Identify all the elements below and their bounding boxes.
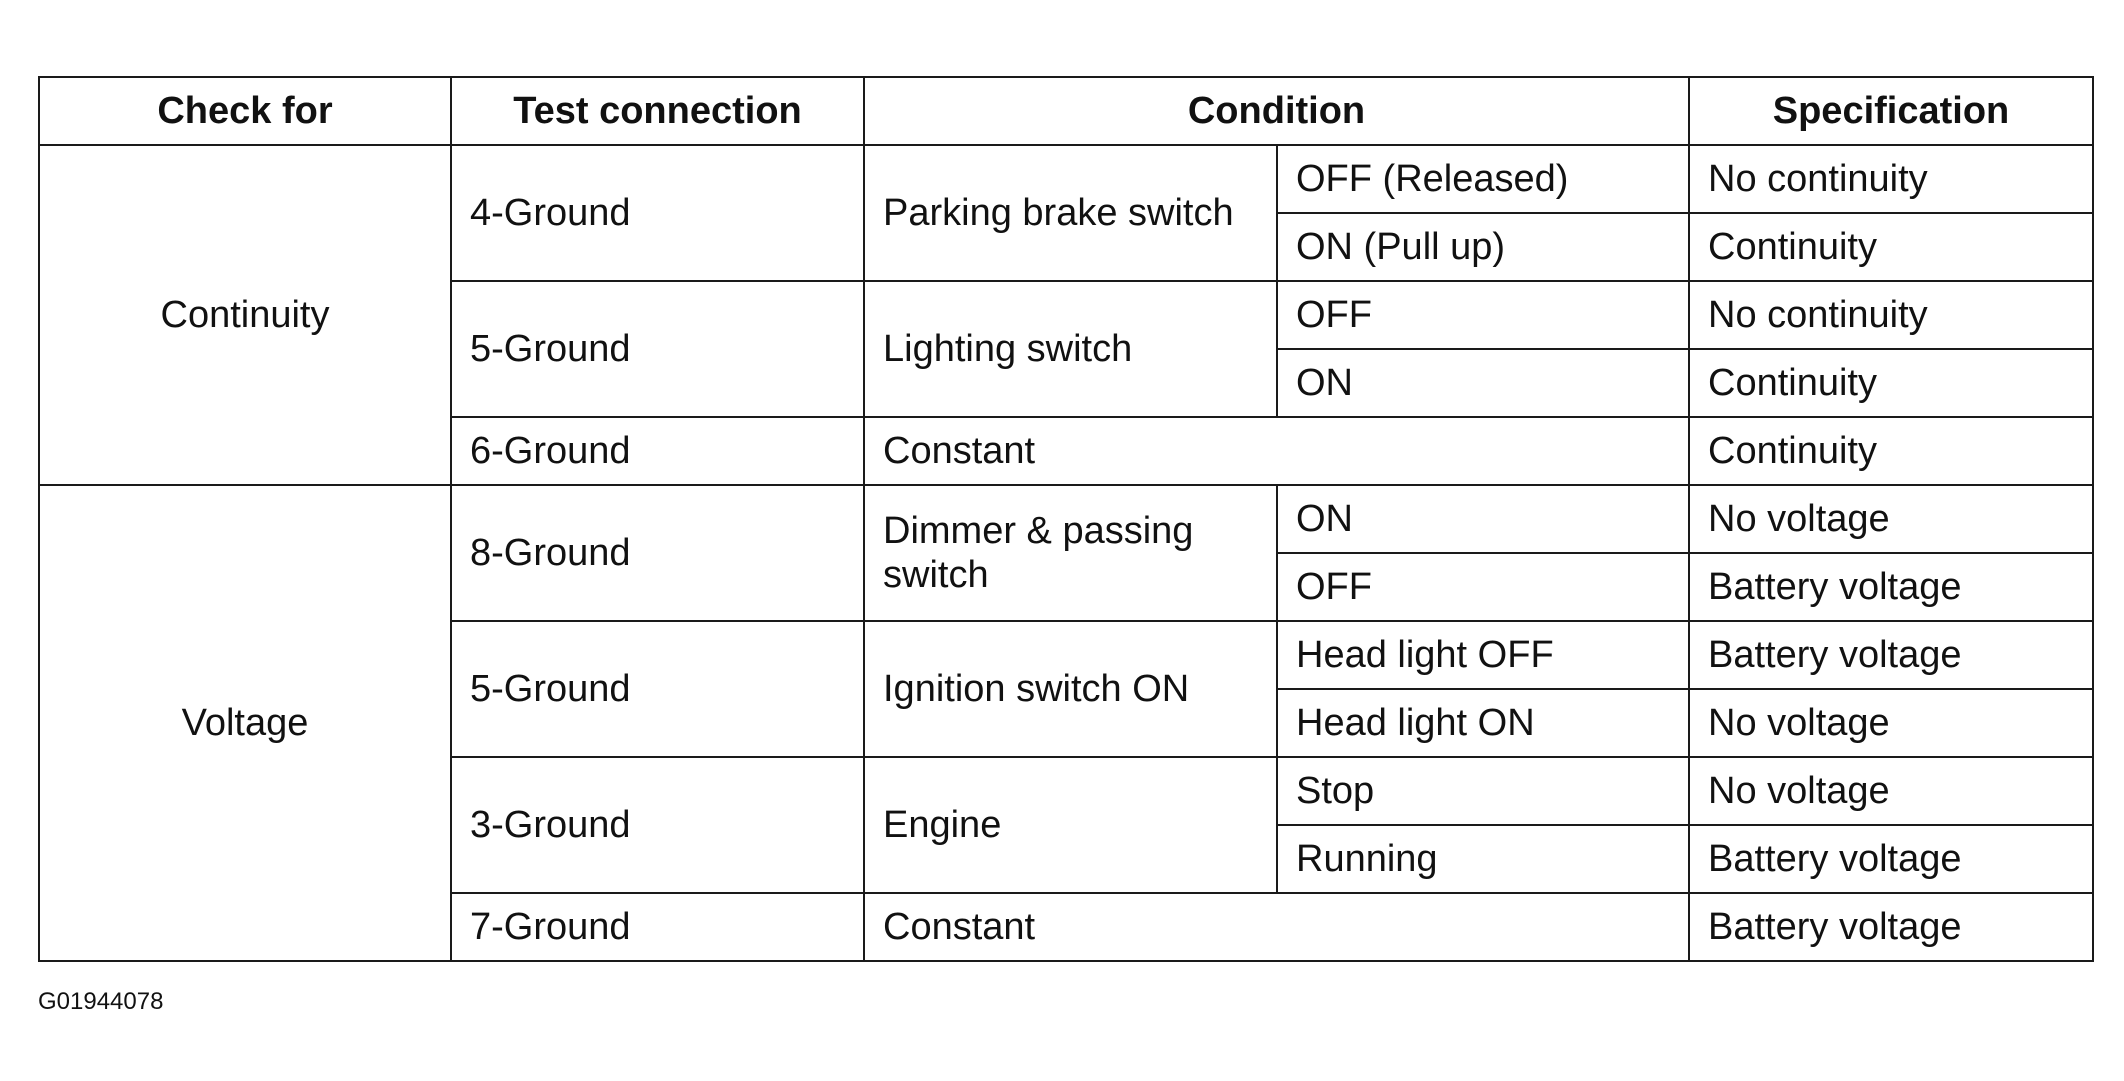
check-for-cell: Voltage [39,485,451,961]
state-cell: ON (Pull up) [1277,213,1689,281]
specification-cell: Battery voltage [1689,621,2093,689]
condition-cell: Ignition switch ON [864,621,1277,757]
state-cell: ON [1277,485,1689,553]
condition-cell: Constant [864,893,1689,961]
specification-cell: Continuity [1689,417,2093,485]
specification-cell: Battery voltage [1689,825,2093,893]
specification-cell: Continuity [1689,349,2093,417]
header-condition: Condition [864,77,1689,145]
specification-cell: No voltage [1689,689,2093,757]
state-cell: Running [1277,825,1689,893]
condition-cell: Constant [864,417,1689,485]
specification-cell: Battery voltage [1689,893,2093,961]
state-cell: OFF (Released) [1277,145,1689,213]
state-cell: OFF [1277,553,1689,621]
specification-cell: No continuity [1689,145,2093,213]
specification-cell: No voltage [1689,485,2093,553]
table-row [39,145,2093,213]
condition-cell: Dimmer & passing switch [864,485,1277,621]
header-check-for: Check for [39,77,451,145]
check-for-cell: Continuity [39,145,451,485]
state-cell: Stop [1277,757,1689,825]
specification-cell: Continuity [1689,213,2093,281]
test-connection-cell: 7-Ground [451,893,864,961]
test-connection-cell: 5-Ground [451,281,864,417]
state-cell: Head light ON [1277,689,1689,757]
specification-cell: Battery voltage [1689,553,2093,621]
specification-cell: No continuity [1689,281,2093,349]
test-connection-cell: 8-Ground [451,485,864,621]
state-cell: ON [1277,349,1689,417]
header-specification: Specification [1689,77,2093,145]
test-connection-cell: 3-Ground [451,757,864,893]
test-connection-cell: 5-Ground [451,621,864,757]
test-connection-cell: 4-Ground [451,145,864,281]
condition-cell: Lighting switch [864,281,1277,417]
table-row [39,485,2093,553]
header-test-connection: Test connection [451,77,864,145]
specification-cell: No voltage [1689,757,2093,825]
condition-cell: Parking brake switch [864,145,1277,281]
state-cell: OFF [1277,281,1689,349]
specification-table [38,76,2094,962]
table-header-row [39,77,2093,145]
state-cell: Head light OFF [1277,621,1689,689]
condition-cell: Engine [864,757,1277,893]
test-connection-cell: 6-Ground [451,417,864,485]
figure-id-label: G01944078 [38,988,164,1015]
